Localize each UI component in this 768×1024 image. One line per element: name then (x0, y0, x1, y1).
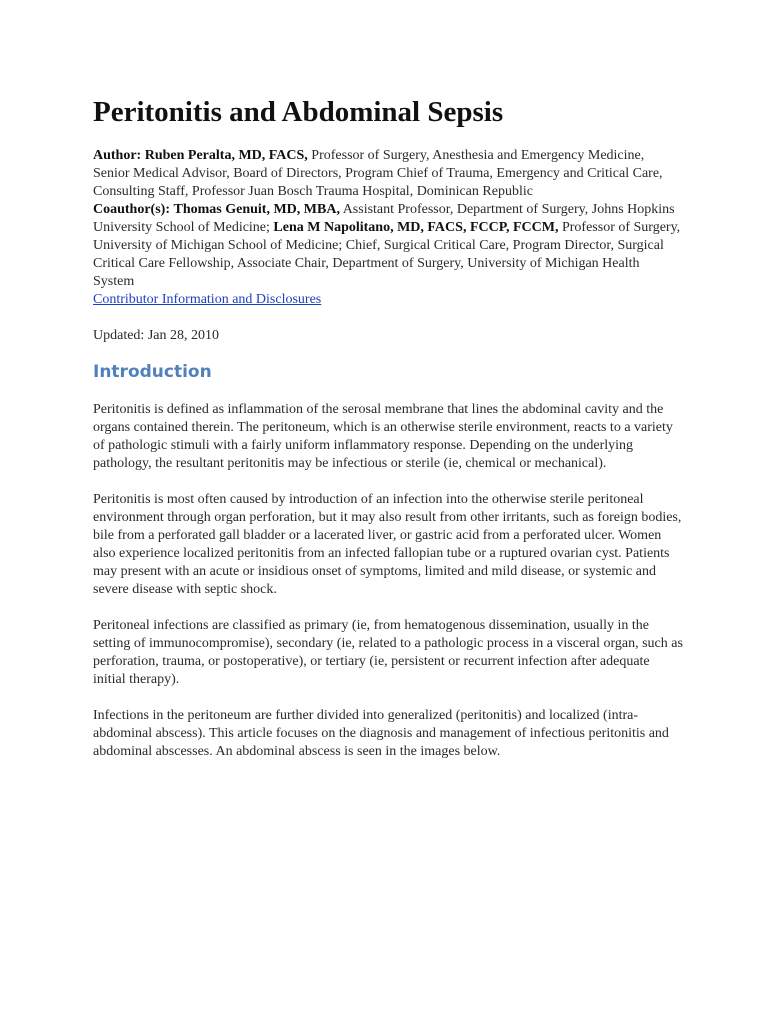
author-description: Professor of Surgery, Anesthesia and Emergency Medicine, Senior Medical Advisor, Board of Directors, Program Chief of Trauma, Emergency and Critical Care, Consulting Staff, Professor Juan Bosch Trauma Hospital, Dominican Republic (93, 148, 663, 199)
disclosure-line (93, 291, 683, 309)
author-block (93, 147, 683, 309)
coauthor2-name: Lena M Napolitano, MD, FACS, FCCP, FCCM, (273, 220, 559, 235)
paragraph-3-first-line: Peritoneal infections are classified as primary (ie, from hematogenous dissemination, usually in the (93, 618, 649, 633)
author-label: Author: (93, 148, 142, 163)
author-name: Ruben Peralta, MD, FACS, (144, 148, 308, 163)
coauthor1-name: Thomas Genuit, MD, MBA, (173, 202, 340, 217)
paragraph-3-rest: setting of immunocompromise), secondary (ie, related to a pathologic process in a visceral organ, such as perforation, trauma, or postoperative), or tertiary (ie, persistent or recurrent infection after adequate initial therapy). (93, 636, 683, 687)
section-heading-introduction: Introduction (93, 362, 212, 382)
coauthor-line (93, 201, 683, 291)
updated-date: Updated: Jan 28, 2010 (93, 328, 219, 343)
paragraph-3 (93, 617, 683, 689)
contributor-disclosures-link[interactable]: Contributor Information and Disclosures (93, 292, 322, 307)
document-page (93, 0, 683, 761)
paragraph-4: Infections in the peritoneum are further divided into generalized (peritonitis) and localized (intra-abdominal abscess). This article focuses on the diagnosis and management of infectious peritonitis and abdominal abscesses. An abdominal abscess is seen in the images below. (93, 708, 669, 759)
paragraph-2: Peritonitis is most often caused by introduction of an infection into the otherwise sterile peritoneal environment through organ perforation, but it may also result from other irritants, such as foreign bodies, bile from a perforated gall bladder or a lacerated liver, or gastric acid from a perforated ulcer. Women also experience localized peritonitis from an infected fallopian tube or a ruptured ovarian cyst. Patients may present with an acute or insidious onset of symptoms, limited and mild disease, or systemic and severe disease with septic shock. (93, 492, 682, 597)
paragraph-1: Peritonitis is defined as inflammation of the serosal membrane that lines the abdominal cavity and the organs contained therein. The peritoneum, which is an otherwise sterile environment, reacts to a variety of pathologic stimuli with a fairly uniform inflammatory response. Depending on the underlying pathology, the resultant peritonitis may be infectious or sterile (ie, chemical or mechanical). (93, 402, 673, 471)
coauthor-label: Coauthor(s): (93, 202, 170, 217)
coauthor2-description: Professor of Surgery, University of Michigan School of Medicine; Chief, Surgical Critical Care, Program Director, Surgical Critical Care Fellowship, Associate Chair, Department of Surgery, University of Michigan Health System (93, 220, 681, 289)
coauthor1-description: Assistant Professor, Department of Surgery, Johns Hopkins University School of Medicine; (93, 202, 675, 235)
author-line (93, 147, 683, 201)
page-title: Peritonitis and Abdominal Sepsis (93, 96, 504, 128)
